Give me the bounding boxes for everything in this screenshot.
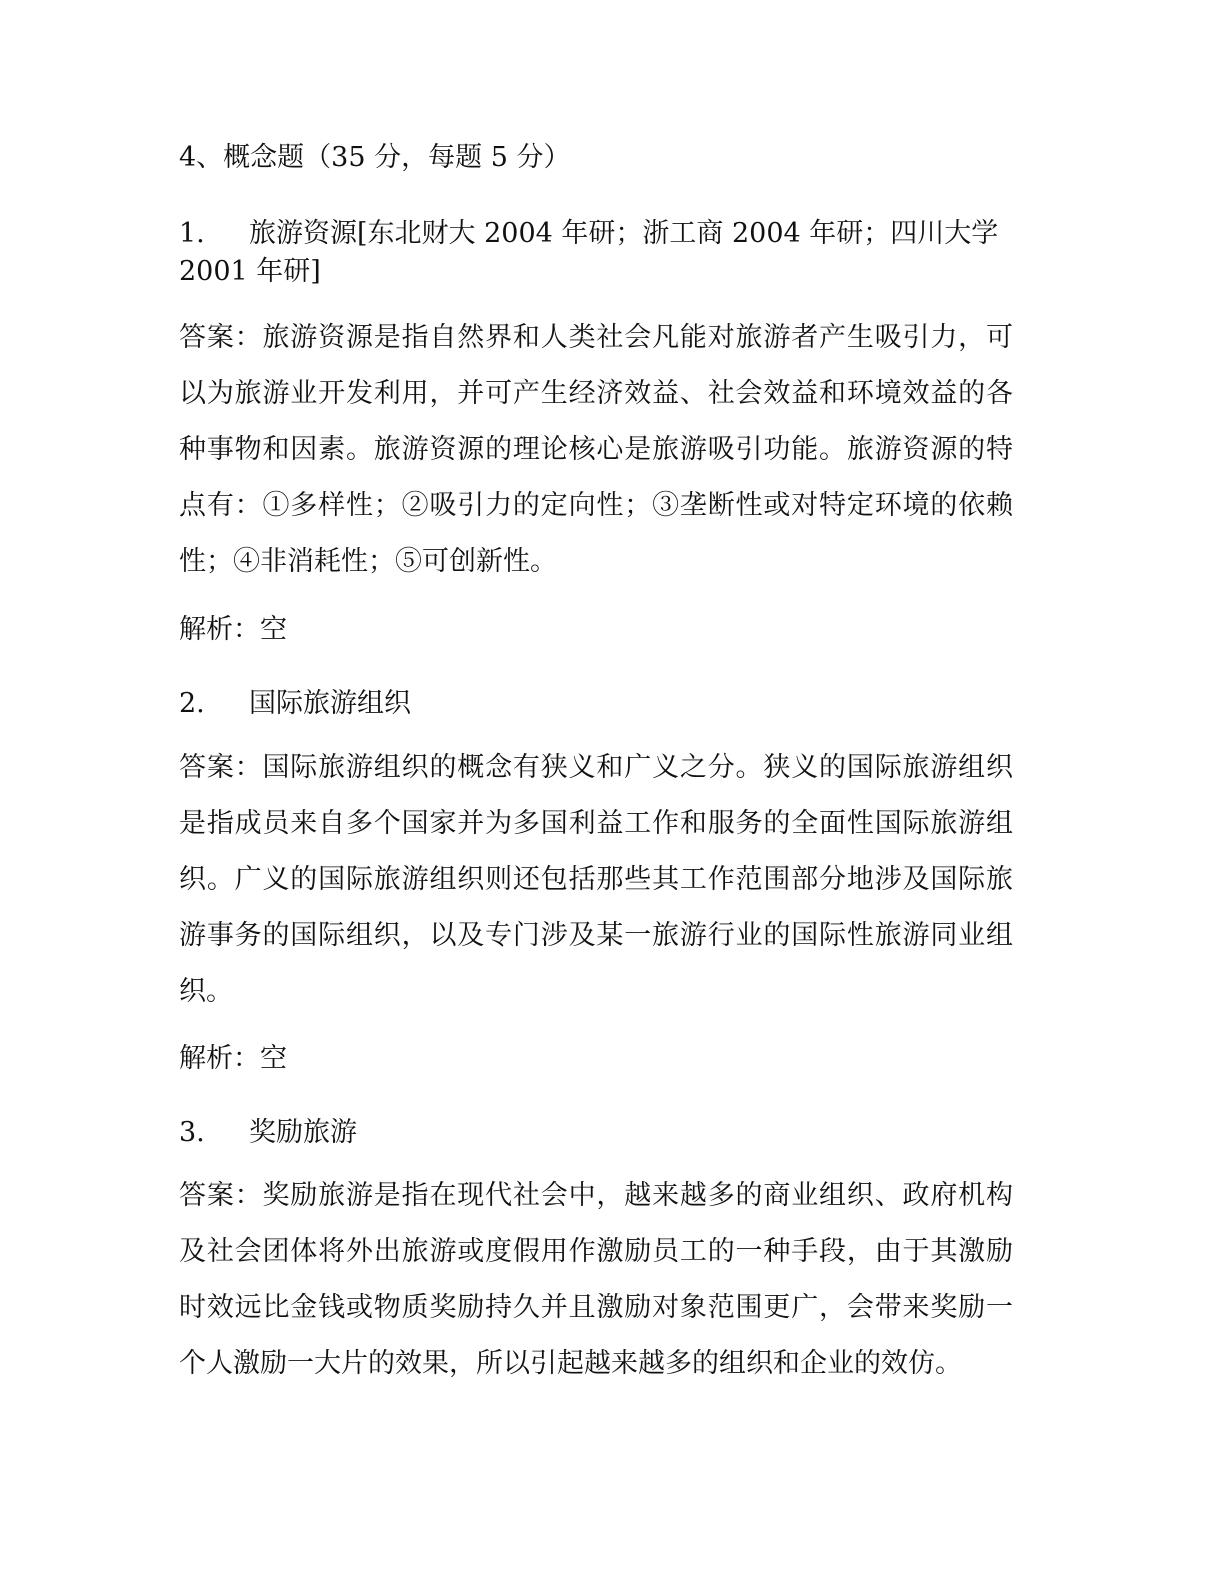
question-3-title xyxy=(179,1114,1013,1152)
question-3-answer: 答案：奖励旅游是指在现代社会中，越来越多的商业组织、政府机构及社会团体将外出旅游或度假用作激励员工的一种手段，由于其激励时效远比金钱或物质奖励持久并且激励对象范围更广，会带来奖励一个人激励一大片的效果，所以引起越来越多的组织和企业的效仿。 xyxy=(179,1180,1013,1379)
question-1-answer: 答案：旅游资源是指自然界和人类社会凡能对旅游者产生吸引力，可以为旅游业开发利用，并可产生经济效益、社会效益和环境效益的各种事物和因素。旅游资源的理论核心是旅游吸引功能。旅游资源的特点有：①多样性；②吸引力的定向性；③垄断性或对特定环境的依赖性；④非消耗性；⑤可创新性。 xyxy=(179,322,1013,577)
question-2-number: 2. xyxy=(179,688,205,719)
question-1-text: 旅游资源[东北财大 2004 年研；浙工商 2004 年研；四川大学 2001 年研] xyxy=(179,218,999,287)
question-2-title xyxy=(179,685,1013,723)
question-2-answer: 答案：国际旅游组织的概念有狭义和广义之分。狭义的国际旅游组织是指成员来自多个国家并为多国利益工作和服务的全面性国际旅游组织。广义的国际旅游组织则还包括那些其工作范围部分地涉及国际旅游事务的国际组织，以及专门涉及某一旅游行业的国际性旅游同业组织。 xyxy=(179,752,1013,1007)
question-1-title xyxy=(179,215,1013,291)
question-1-number: 1. xyxy=(179,218,205,249)
question-2-text: 国际旅游组织 xyxy=(249,688,411,719)
section-heading: 4、概念题（35 分，每题 5 分） xyxy=(179,142,571,173)
question-3-text: 奖励旅游 xyxy=(249,1117,357,1148)
question-1-analysis: 解析：空 xyxy=(179,614,287,645)
question-2-analysis: 解析：空 xyxy=(179,1043,287,1074)
question-3-number: 3. xyxy=(179,1117,205,1148)
